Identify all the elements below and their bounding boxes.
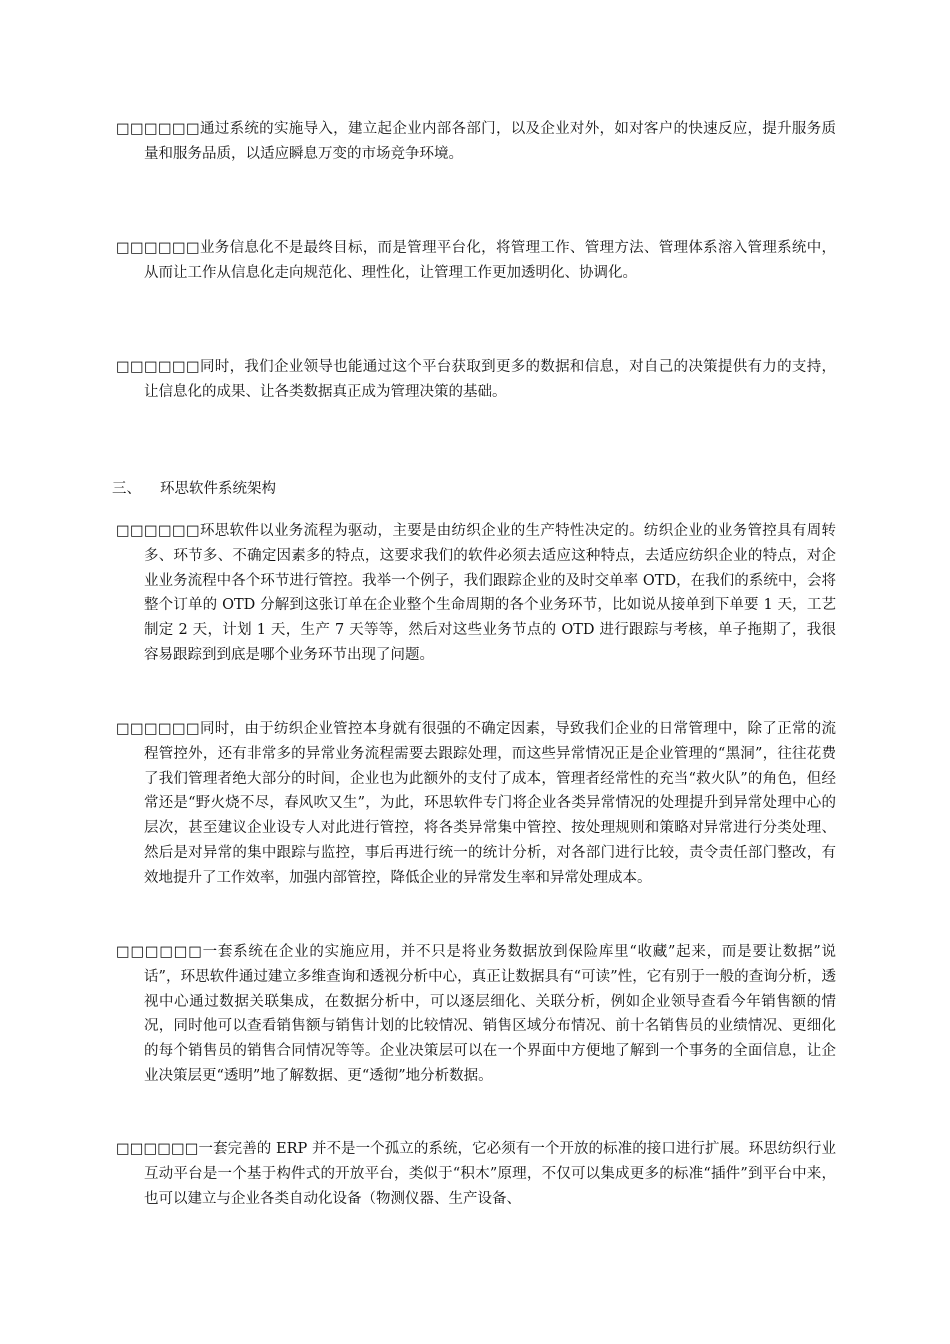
paragraph-exception-center: □□□□□□同时，由于纺织企业管控本身就有很强的不确定因素，导致我们企业的日常管理中，除了正常的流程管控外，还有非常多的异常业务流程需要去跟踪处理，而这些异常情况正是企业管理的“黑洞”，往往花费了我们管理者绝大部分的时间，企业也为此额外的支付了成本，管理者经常性的充当“救火队”的角色，但经常还是“野火烧不尽，春风吹又生”，为此，环思软件专门将企业各类异常情况的处理提升到异常处理中心的层次，甚至建议企业设专人对此进行管控，将各类异常集中管控、按处理规则和策略对异常进行分类处理、然后是对异常的集中跟踪与监控，事后再进行统一的统计分析，对各部门进行比较，责令责任部门整改，有效地提升了工作效率，加强内部管控，降低企业的异常发生率和异常处理成本。 (116, 721, 836, 886)
section-heading (112, 477, 276, 501)
paragraph-management-platform: □□□□□□业务信息化不是最终目标，而是管理平台化，将管理工作、管理方法、管理体系溶入管理系统中，从而让工作从信息化走向规范化、理性化，让管理工作更加透明化、协调化。 (116, 240, 836, 281)
paragraph-analysis-center: □□□□□□一套系统在企业的实施应用，并不只是将业务数据放到保险库里“收藏”起来，而是要让数据”说话”，环思软件通过建立多维查询和透视分析中心，真正让数据具有“可读”性，它有别于一般的查询分析，透视中心通过数据关联集成，在数据分析中，可以逐层细化、关联分析，例如企业领导查看今年销售额的情况，同时他可以查看销售额与销售计划的比较情况、销售区域分布情况、前十名销售员的业绩情况、更细化的每个销售员的销售合同情况等等。企业决策层可以在一个界面中方便地了解到一个事务的全面信息，让企业决策层更“透明”地了解数据、更“透彻”地分析数据。 (116, 944, 836, 1084)
paragraph-rapid-response: □□□□□□通过系统的实施导入，建立起企业内部各部门，以及企业对外，如对客户的快速反应，提升服务质量和服务品质，以适应瞬息万变的市场竞争环境。 (116, 121, 836, 162)
paragraph-open-platform: □□□□□□一套完善的 ERP 并不是一个孤立的系统，它必须有一个开放的标准的接口进行扩展。环思纺织行业互动平台是一个基于构件式的开放平台，类似于“积木”原理，不仅可以集成更多的标准“插件”到平台中来，也可以建立与企业各类自动化设备（物测仪器、生产设备、 (116, 1141, 836, 1207)
paragraph-decision-support: □□□□□□同时，我们企业领导也能通过这个平台获取到更多的数据和信息，对自己的决策提供有力的支持，让信息化的成果、让各类数据真正成为管理决策的基础。 (116, 359, 836, 400)
section-number: 三、 (112, 481, 141, 497)
section-title: 环思软件系统架构 (160, 481, 276, 497)
paragraph-process-driven: □□□□□□环思软件以业务流程为驱动，主要是由纺织企业的生产特性决定的。纺织企业的业务管控具有周转多、环节多、不确定因素多的特点，这要求我们的软件必须去适应这种特点，去适应纺织企业的特点，对企业业务流程中各个环节进行管控。我举一个例子，我们跟踪企业的及时交单率 OTD，在我们的系统中，会将整个订单的 OTD 分解到这张订单在企业整个生命周期的各个业务环节，比如说从接单到下单要 1 天，工艺制定 2 天，计划 1 天，生产 7 天等等，然后对这些业务节点的 OTD 进行跟踪与考核，单子拖期了，我很容易跟踪到到底是哪个业务环节出现了问题。 (116, 523, 836, 663)
